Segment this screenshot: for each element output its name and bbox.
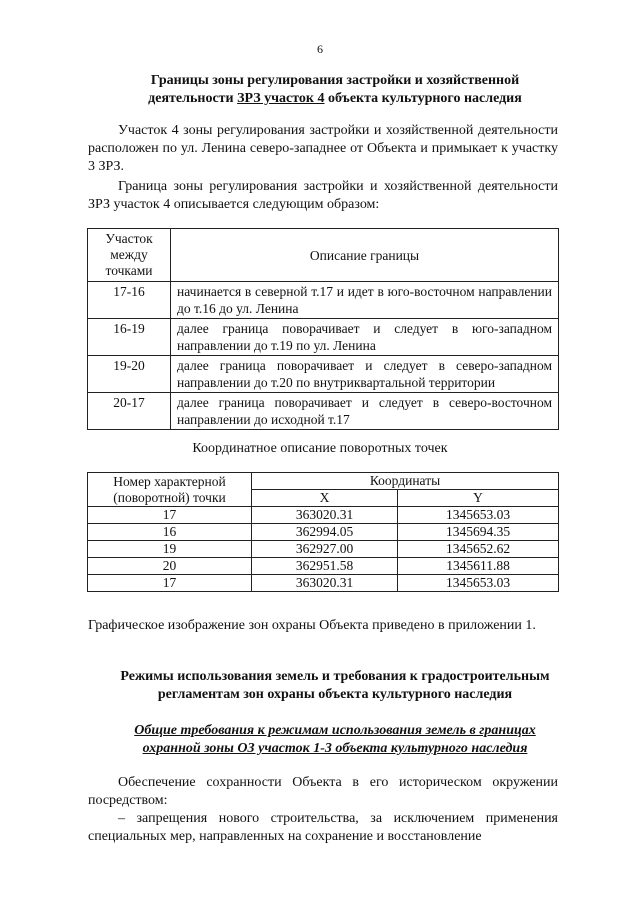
point-number-cell: 17	[88, 575, 252, 592]
section-title-underlined: ЗРЗ участок 4	[237, 91, 325, 106]
paragraph-boundary-intro: Граница зоны регулирования застройки и хозяйственной деятельности ЗРЗ участок 4 описывается следующим образом:	[88, 179, 558, 212]
coords-title: Координатное описание поворотных точек	[192, 441, 448, 456]
table-row	[88, 319, 559, 356]
y-cell: 1345652.62	[398, 541, 559, 558]
section-title-line2: деятельности ЗРЗ участок 4 объекта культурного наследия	[148, 91, 522, 106]
point-number-cell: 20	[88, 558, 252, 575]
table-row	[88, 507, 559, 524]
table-row	[88, 282, 559, 319]
table-row	[88, 393, 559, 430]
header-coords: Координаты	[252, 473, 559, 490]
coords-header-row	[88, 473, 559, 490]
segment-cell: 19-20	[88, 356, 171, 393]
y-cell: 1345653.03	[398, 507, 559, 524]
table-row	[88, 356, 559, 393]
description-cell: далее граница поворачивает и следует в северо-западном направлении до т.20 по внутриквартальной территории	[171, 356, 559, 393]
y-cell: 1345611.88	[398, 558, 559, 575]
table-header-row	[88, 229, 559, 282]
x-cell: 362927.00	[252, 541, 398, 558]
header-x: X	[252, 490, 398, 507]
segment-cell: 20-17	[88, 393, 171, 430]
paragraph-preservation: Обеспечение сохранности Объекта в его историческом окружении посредством:	[88, 775, 558, 808]
section-title-line2: регламентам зон охраны объекта культурного наследия	[157, 687, 513, 702]
subsection-title-line2: охранной зоны ОЗ участок 1-3 объекта культурного наследия	[142, 741, 528, 756]
header-y: Y	[398, 490, 559, 507]
segment-cell: 16-19	[88, 319, 171, 356]
x-cell: 362951.58	[252, 558, 398, 575]
paragraph-location: Участок 4 зоны регулирования застройки и хозяйственной деятельности расположен по ул. Ленина северо-западнее от Объекта и примыкает к участку 3 ЗРЗ.	[88, 123, 558, 174]
subsection-title-line1: Общие требования к режимам использования земель в границах	[134, 723, 536, 738]
description-cell: далее граница поворачивает и следует в юго-западном направлении до т.19 по ул. Ленина	[171, 319, 559, 356]
table-row	[88, 558, 559, 575]
header-segment: Участок между точками	[88, 229, 171, 282]
y-cell: 1345694.35	[398, 524, 559, 541]
table-row	[88, 575, 559, 592]
point-number-cell: 17	[88, 507, 252, 524]
section-title-line1: Границы зоны регулирования застройки и хозяйственной	[150, 73, 520, 88]
description-cell: начинается в северной т.17 и идет в юго-восточном направлении до т.16 до ул. Ленина	[171, 282, 559, 319]
paragraph-prohibition: – запрещения нового строительства, за исключением применения специальных мер, направленных на сохранение и восстановление	[88, 811, 558, 844]
subsection-title-general-requirements	[110, 722, 560, 758]
x-cell: 362994.05	[252, 524, 398, 541]
page-number: 6	[317, 42, 323, 56]
header-description: Описание границы	[171, 229, 559, 282]
table-row	[88, 541, 559, 558]
table-row	[88, 524, 559, 541]
graphic-note: Графическое изображение зон охраны Объекта приведено в приложении 1.	[88, 618, 536, 633]
coords-table	[87, 472, 559, 592]
section-title-zrz4	[100, 72, 570, 108]
description-cell: далее граница поворачивает и следует в северо-восточном направлении до исходной т.17	[171, 393, 559, 430]
section-title-line1: Режимы использования земель и требования к градостроительным	[120, 669, 550, 684]
point-number-cell: 16	[88, 524, 252, 541]
point-number-cell: 19	[88, 541, 252, 558]
x-cell: 363020.31	[252, 507, 398, 524]
segment-cell: 17-16	[88, 282, 171, 319]
boundary-table	[87, 228, 559, 430]
header-point-number: Номер характерной (поворотной) точки	[88, 473, 252, 507]
x-cell: 363020.31	[252, 575, 398, 592]
y-cell: 1345653.03	[398, 575, 559, 592]
section-title-land-use	[110, 668, 560, 704]
